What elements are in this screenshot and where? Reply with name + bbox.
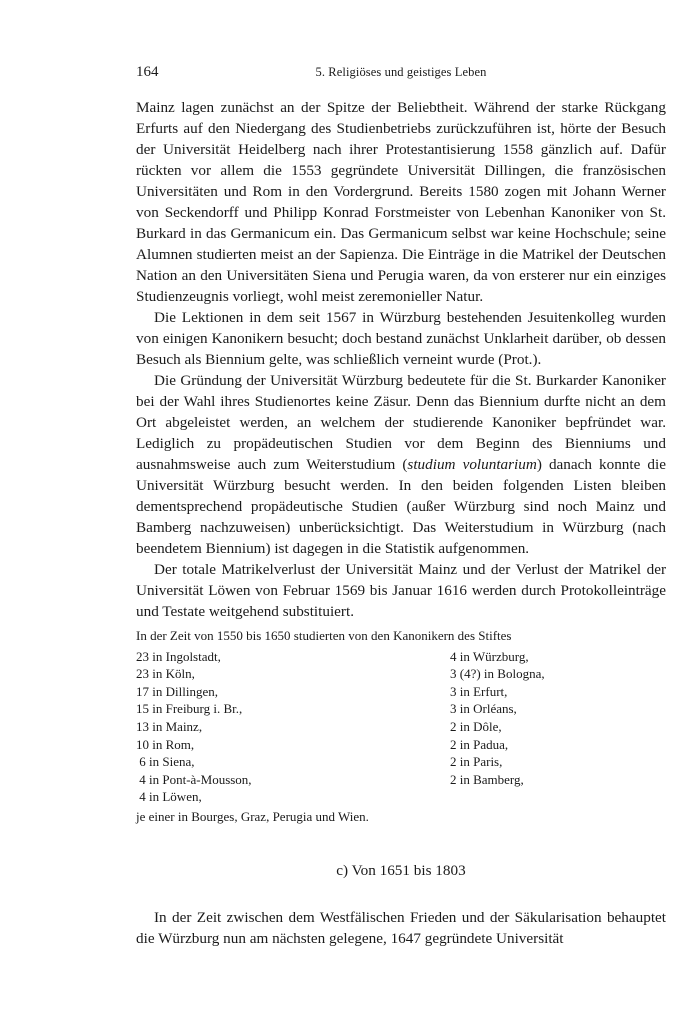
paragraph xyxy=(136,370,666,559)
main-text xyxy=(136,97,666,622)
list-item: 3 in Erfurt, xyxy=(450,683,508,699)
list-columns xyxy=(136,648,666,806)
section-text xyxy=(136,907,666,949)
list-item: 2 in Padua, xyxy=(450,736,509,752)
page-header xyxy=(136,64,666,84)
paragraph-text: ) danach konnte die Universität Würzburg besucht werden. In den beiden folgenden Listen bleiben dementsprechend propädeutische Studien (außer Würzburg sind noch Mainz und Bamberg nachzuweisen) unberücksichtigt. Das Weiterstudium in Würzburg (nach beendetem Biennium) ist dagegen in die Statistik aufgenommen. xyxy=(136,456,666,557)
list-item: 4 in Pont-à-Mousson, xyxy=(136,771,252,787)
list-item: 4 in Löwen, xyxy=(136,789,202,805)
list-item: 23 in Ingolstadt, xyxy=(136,648,221,664)
list-item: 23 in Köln, xyxy=(136,666,195,682)
paragraph-text: Die Gründung der Universität Würzburg bedeutete für die St. Burkarder Kanoniker bei der Wahl ihres Studienortes keine Zäsur. Denn das Biennium durfte nicht an dem Ort abgeleistet werden, an welchem der studierende Kanoniker bepfründet war. Lediglich zu propädeutischen Studien vor dem Beginn des Bienniums und ausnahmsweise auch zum Weiterstudium ( xyxy=(136,372,666,473)
list-item: 15 in Freiburg i. Br., xyxy=(136,701,243,717)
paragraph: Die Lektionen in dem seit 1567 in Würzburg bestehenden Jesuitenkolleg wurden von einigen Kanonikern besucht; doch bestand zunächst Unklarheit darüber, ob dessen Besuch als Biennium gelte, was schließlich verneint wurde (Prot.). xyxy=(136,309,666,368)
list-item: 2 in Dôle, xyxy=(450,718,502,734)
page-number: 164 xyxy=(136,64,159,80)
list-item: 13 in Mainz, xyxy=(136,718,203,734)
list-item: 4 in Würzburg, xyxy=(450,648,529,664)
list-item: 10 in Rom, xyxy=(136,736,195,752)
list-item: 2 in Bamberg, xyxy=(450,771,524,787)
list-item: 3 in Orléans, xyxy=(450,701,517,717)
section-heading: c) Von 1651 bis 1803 xyxy=(336,862,466,879)
list-column-left xyxy=(136,648,436,806)
paragraph: Der totale Matrikelverlust der Universität Mainz und der Verlust der Matrikel der Universität Löwen von Februar 1569 bis Januar 1616 werden durch Protokolleinträge und Testate weitgehend substituiert. xyxy=(136,561,666,620)
paragraph: Mainz lagen zunächst an der Spitze der Beliebtheit. Während der starke Rückgang Erfurts auf den Niedergang des Studienbetriebs zurückzuführen ist, hörte der Besuch der Universität Heidelberg nach ihrer Protestantisierung 1558 gänzlich auf. Dafür rückten vor allem die 1553 gegründete Universität Dillingen, die französischen Universitäten und Rom in den Vordergrund. Bereits 1580 zogen mit Johann Werner von Seckendorff und Philipp Konrad Forstmeister von Lebenhan Kanoniker von St. Burkard in das Germanicum ein. Das Germanicum selbst war keine Hochschule; seine Alumnen studierten meist an der Sapienza. Die Einträge in die Matrikel der Deutschen Nation an den Universitäten Siena und Perugia waren, da von ersterer nur ein einziges Studienzeugnis vorliegt, wohl meist zeremonieller Natur. xyxy=(136,99,666,305)
study-location-list xyxy=(136,627,666,825)
list-intro: In der Zeit von 1550 bis 1650 studierten von den Kanonikern des Stiftes xyxy=(136,628,512,643)
list-item: 2 in Paris, xyxy=(450,754,503,770)
list-item: 6 in Siena, xyxy=(136,754,195,770)
list-item: 3 (4?) in Bologna, xyxy=(450,666,545,682)
paragraph: In der Zeit zwischen dem Westfälischen Frieden und der Säkularisation behauptet die Würzburg nun am nächsten gelegene, 1647 gegründete Universität xyxy=(136,909,666,947)
list-outro: je einer in Bourges, Graz, Perugia und Wien. xyxy=(136,808,369,824)
list-column-right xyxy=(450,648,670,789)
list-item: 17 in Dillingen, xyxy=(136,683,218,699)
emphasis-text: studium voluntarium xyxy=(407,456,537,473)
running-head: 5. Religiöses und geistiges Leben xyxy=(315,65,487,79)
